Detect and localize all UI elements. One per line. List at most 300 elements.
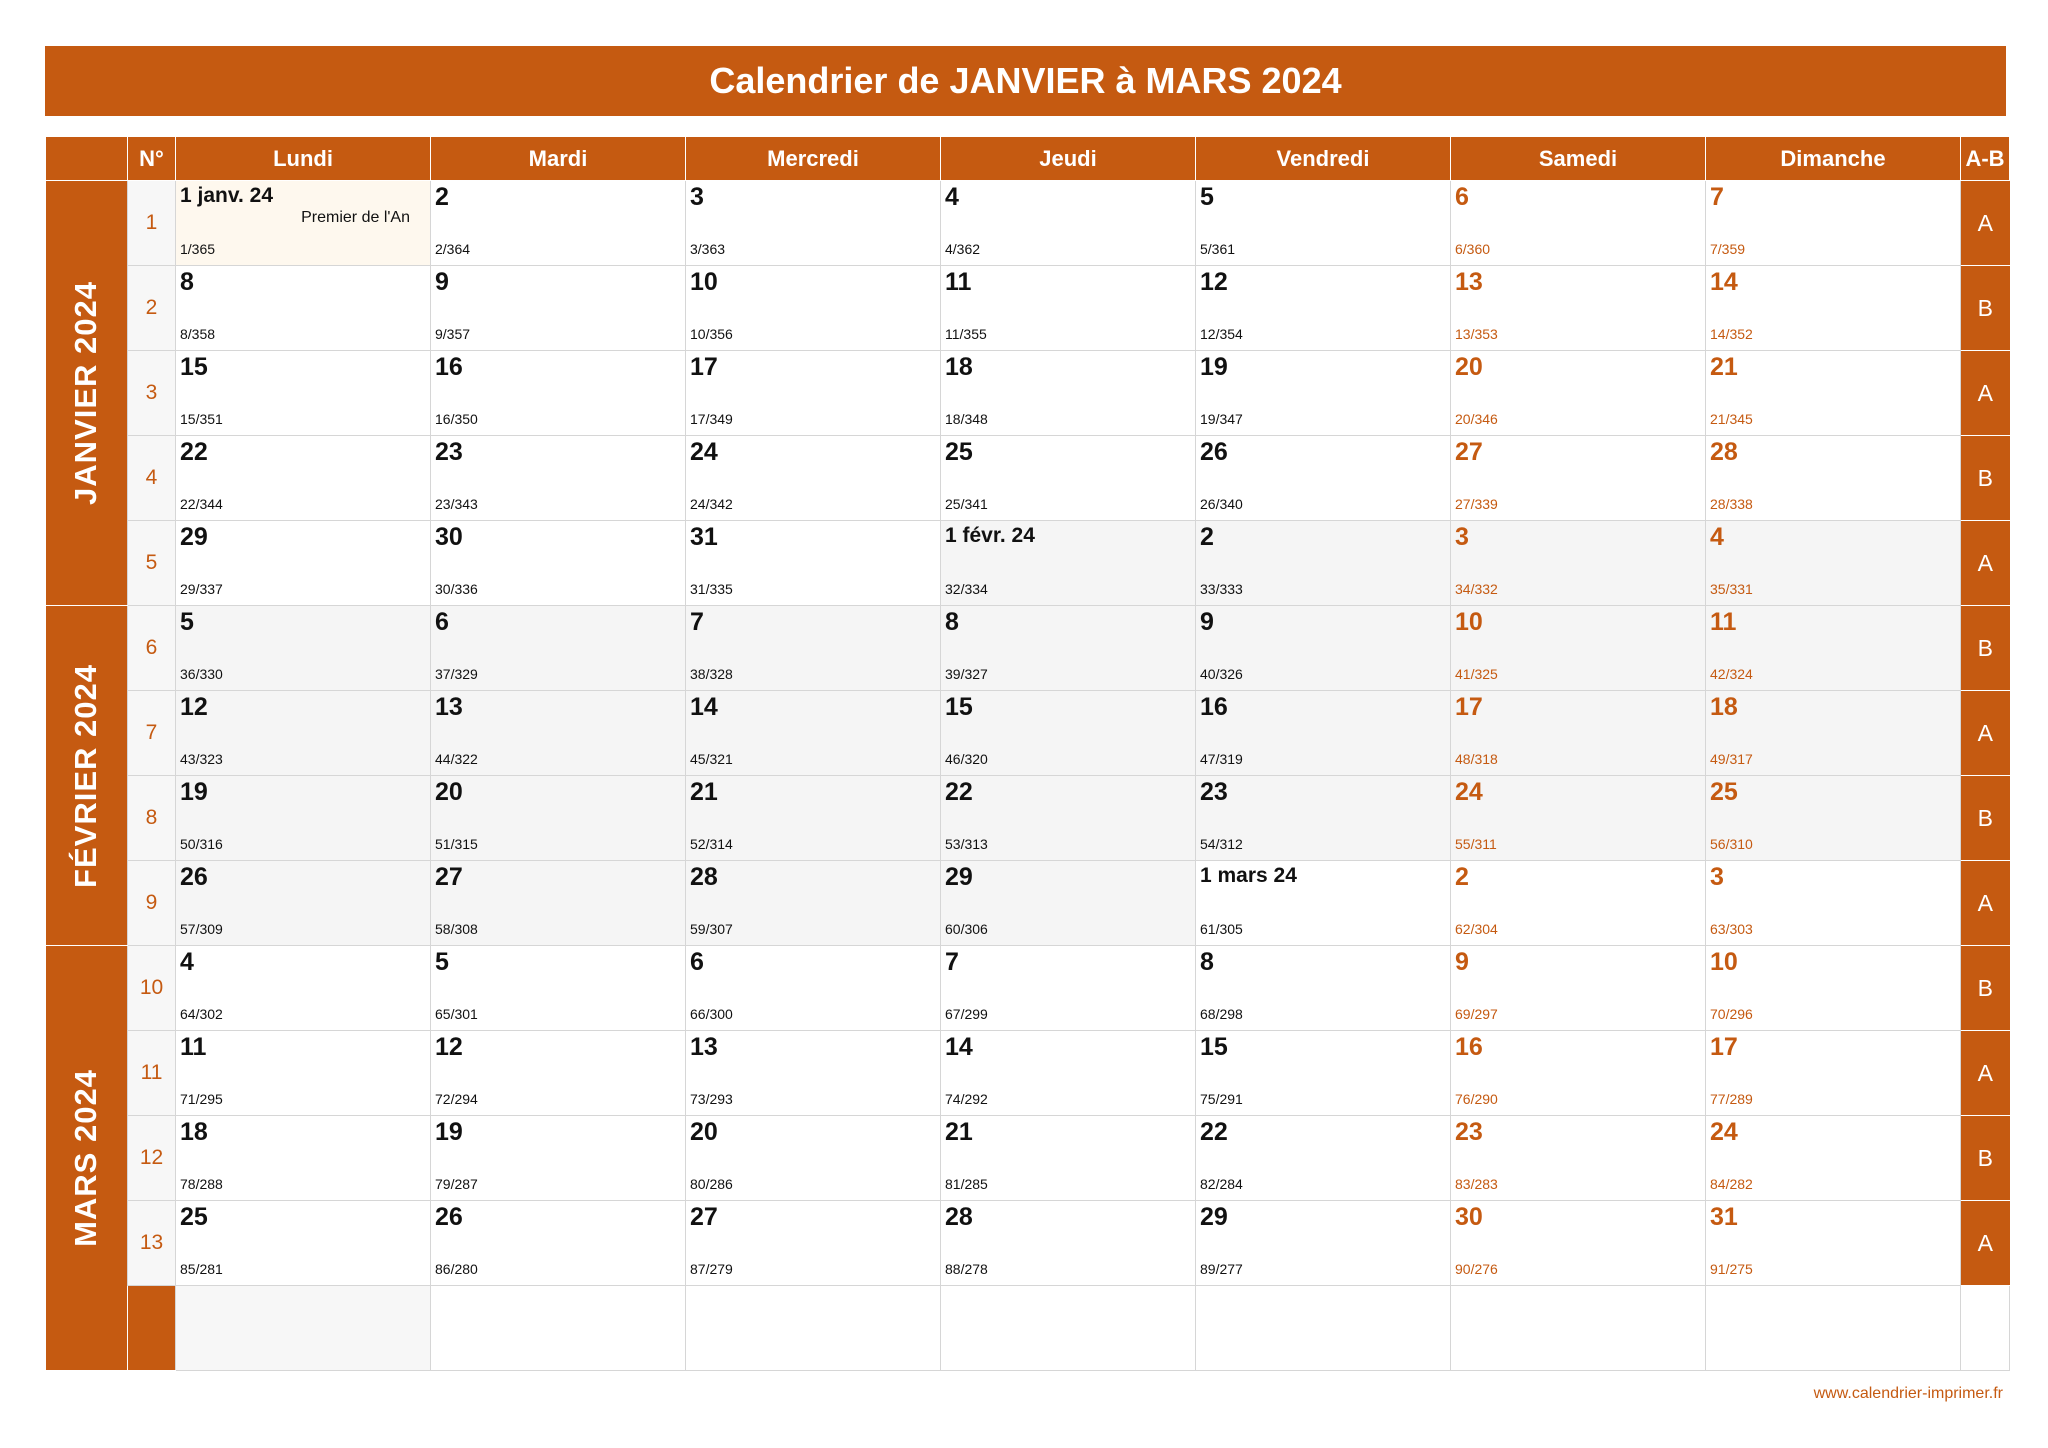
day-number: 31	[1710, 1203, 1738, 1231]
day-number: 9	[435, 268, 449, 296]
week-number: 5	[128, 521, 176, 606]
day-of-year: 30/336	[435, 581, 478, 597]
day-cell-monday	[176, 521, 431, 606]
day-cell-friday	[1196, 521, 1451, 606]
day-of-year: 47/319	[1200, 751, 1243, 767]
week-number: 6	[128, 606, 176, 691]
day-of-year: 68/298	[1200, 1006, 1243, 1022]
day-number: 30	[435, 523, 463, 551]
week-number-empty	[176, 1286, 431, 1371]
ab-cycle-cell: A	[1961, 861, 2010, 946]
day-of-year: 50/316	[180, 836, 223, 852]
day-cell-wednesday	[686, 436, 941, 521]
week-number: 7	[128, 691, 176, 776]
month-label: JANVIER 2024	[68, 281, 104, 505]
day-number: 14	[690, 693, 718, 721]
day-of-year: 86/280	[435, 1261, 478, 1277]
header-day-sunday: Dimanche	[1706, 137, 1961, 181]
day-number: 7	[945, 948, 959, 976]
day-cell-wednesday	[686, 861, 941, 946]
week-number: 4	[128, 436, 176, 521]
day-of-year: 33/333	[1200, 581, 1243, 597]
day-of-year: 36/330	[180, 666, 223, 682]
day-cell-tuesday	[431, 861, 686, 946]
ab-cycle-cell: A	[1961, 521, 2010, 606]
day-of-year: 62/304	[1455, 921, 1498, 937]
day-of-year: 39/327	[945, 666, 988, 682]
day-number: 8	[180, 268, 194, 296]
day-number: 22	[1200, 1118, 1228, 1146]
week-row	[46, 521, 2011, 606]
day-cell-thursday	[941, 1031, 1196, 1116]
day-cell-wednesday	[686, 606, 941, 691]
day-cell-saturday	[1451, 861, 1706, 946]
day-number: 16	[1455, 1033, 1483, 1061]
week-row	[46, 946, 2011, 1031]
day-cell-wednesday	[686, 1116, 941, 1201]
day-cell-thursday	[941, 691, 1196, 776]
empty-day-cell	[431, 1286, 686, 1371]
day-number: 19	[180, 778, 208, 806]
day-number: 5	[435, 948, 449, 976]
day-number: 22	[945, 778, 973, 806]
ab-cycle-cell: B	[1961, 266, 2010, 351]
day-number: 17	[690, 353, 718, 381]
empty-day-cell	[1961, 1286, 2010, 1371]
day-of-year: 61/305	[1200, 921, 1243, 937]
day-of-year: 24/342	[690, 496, 733, 512]
week-row	[46, 776, 2011, 861]
empty-day-cell	[686, 1286, 941, 1371]
month-band	[46, 946, 128, 1371]
day-cell-monday	[176, 1031, 431, 1116]
day-number: 17	[1455, 693, 1483, 721]
day-of-year: 23/343	[435, 496, 478, 512]
day-cell-sunday	[1706, 776, 1961, 861]
day-cell-saturday	[1451, 691, 1706, 776]
week-row	[46, 1201, 2011, 1286]
day-cell-tuesday	[431, 946, 686, 1031]
day-number: 16	[1200, 693, 1228, 721]
day-cell-wednesday	[686, 776, 941, 861]
day-number: 17	[1710, 1033, 1738, 1061]
day-cell-monday	[176, 946, 431, 1031]
week-row	[46, 606, 2011, 691]
day-number: 27	[435, 863, 463, 891]
week-row	[46, 436, 2011, 521]
day-of-year: 29/337	[180, 581, 223, 597]
day-of-year: 9/357	[435, 326, 471, 342]
day-cell-sunday	[1706, 1031, 1961, 1116]
day-of-year: 56/310	[1710, 836, 1753, 852]
day-of-year: 59/307	[690, 921, 733, 937]
header-day-tuesday: Mardi	[431, 137, 686, 181]
ab-cycle-cell: B	[1961, 606, 2010, 691]
day-cell-saturday	[1451, 181, 1706, 266]
day-of-year: 28/338	[1710, 496, 1753, 512]
day-of-year: 85/281	[180, 1261, 223, 1277]
day-number: 21	[690, 778, 718, 806]
day-number: 24	[1455, 778, 1483, 806]
day-cell-thursday	[941, 1201, 1196, 1286]
day-number: 6	[1455, 183, 1469, 211]
day-of-year: 77/289	[1710, 1091, 1753, 1107]
day-cell-monday	[176, 1116, 431, 1201]
day-number: 26	[180, 863, 208, 891]
day-cell-monday	[176, 776, 431, 861]
day-number: 8	[1200, 948, 1214, 976]
header-day-wednesday: Mercredi	[686, 137, 941, 181]
day-cell-monday	[176, 1201, 431, 1286]
day-number: 15	[1200, 1033, 1228, 1061]
day-of-year: 17/349	[690, 411, 733, 427]
day-cell-thursday	[941, 351, 1196, 436]
day-number: 3	[1710, 863, 1724, 891]
day-of-year: 82/284	[1200, 1176, 1243, 1192]
day-cell-tuesday	[431, 1201, 686, 1286]
day-of-year: 7/359	[1710, 241, 1746, 257]
day-of-year: 63/303	[1710, 921, 1753, 937]
day-number: 10	[690, 268, 718, 296]
day-of-year: 70/296	[1710, 1006, 1753, 1022]
day-cell-tuesday	[431, 606, 686, 691]
day-of-year: 74/292	[945, 1091, 988, 1107]
day-cell-sunday	[1706, 606, 1961, 691]
day-of-year: 34/332	[1455, 581, 1498, 597]
day-number: 12	[180, 693, 208, 721]
day-of-year: 46/320	[945, 751, 988, 767]
day-of-year: 6/360	[1455, 241, 1491, 257]
day-number: 6	[435, 608, 449, 636]
header-week-number: N°	[128, 137, 176, 181]
ab-cycle-cell: B	[1961, 946, 2010, 1031]
day-of-year: 5/361	[1200, 241, 1236, 257]
month-band	[46, 606, 128, 946]
day-of-year: 45/321	[690, 751, 733, 767]
day-of-year: 67/299	[945, 1006, 988, 1022]
day-number: 12	[1200, 268, 1228, 296]
day-number: 9	[1455, 948, 1469, 976]
day-of-year: 37/329	[435, 666, 478, 682]
day-cell-tuesday	[431, 776, 686, 861]
day-number: 4	[945, 183, 959, 211]
day-cell-sunday	[1706, 946, 1961, 1031]
day-cell-tuesday	[431, 266, 686, 351]
week-row	[46, 351, 2011, 436]
day-number: 11	[180, 1033, 207, 1061]
day-cell-tuesday	[431, 181, 686, 266]
day-cell-saturday	[1451, 266, 1706, 351]
ab-cycle-cell: A	[1961, 1201, 2010, 1286]
day-cell-thursday	[941, 861, 1196, 946]
day-cell-monday	[176, 606, 431, 691]
day-number: 9	[1200, 608, 1214, 636]
day-cell-saturday	[1451, 1116, 1706, 1201]
day-of-year: 90/276	[1455, 1261, 1498, 1277]
day-number: 8	[945, 608, 959, 636]
day-of-year: 60/306	[945, 921, 988, 937]
month-label: MARS 2024	[68, 1069, 104, 1247]
day-number: 26	[1200, 438, 1228, 466]
day-number: 15	[945, 693, 973, 721]
month-label: FÉVRIER 2024	[68, 663, 104, 888]
day-of-year: 12/354	[1200, 326, 1243, 342]
empty-day-cell	[1706, 1286, 1961, 1371]
day-cell-tuesday	[431, 1031, 686, 1116]
day-number: 27	[1455, 438, 1483, 466]
day-number: 31	[690, 523, 718, 551]
day-of-year: 11/355	[945, 326, 987, 342]
day-number: 13	[435, 693, 463, 721]
day-cell-monday	[176, 266, 431, 351]
day-of-year: 44/322	[435, 751, 478, 767]
day-of-year: 18/348	[945, 411, 988, 427]
day-of-year: 25/341	[945, 496, 988, 512]
week-number: 1	[128, 181, 176, 266]
day-number: 24	[1710, 1118, 1738, 1146]
day-number: 26	[435, 1203, 463, 1231]
day-cell-tuesday	[431, 436, 686, 521]
day-of-year: 22/344	[180, 496, 223, 512]
day-number: 7	[690, 608, 704, 636]
day-of-year: 16/350	[435, 411, 478, 427]
ab-cycle-cell: B	[1961, 1116, 2010, 1201]
ab-cycle-cell: A	[1961, 181, 2010, 266]
day-of-year: 8/358	[180, 326, 216, 342]
ab-cycle-cell: B	[1961, 436, 2010, 521]
day-of-year: 91/275	[1710, 1261, 1753, 1277]
day-number: 29	[180, 523, 208, 551]
day-of-year: 42/324	[1710, 666, 1753, 682]
header-corner	[46, 137, 128, 181]
day-of-year: 20/346	[1455, 411, 1498, 427]
day-of-year: 32/334	[945, 581, 988, 597]
day-number: 4	[180, 948, 194, 976]
week-row	[46, 1116, 2011, 1201]
day-cell-friday	[1196, 776, 1451, 861]
day-of-year: 71/295	[180, 1091, 223, 1107]
day-of-year: 26/340	[1200, 496, 1243, 512]
day-cell-friday	[1196, 436, 1451, 521]
day-number: 25	[945, 438, 973, 466]
day-of-year: 51/315	[435, 836, 478, 852]
day-cell-friday	[1196, 691, 1451, 776]
day-cell-thursday	[941, 436, 1196, 521]
day-of-year: 83/283	[1455, 1176, 1498, 1192]
day-cell-wednesday	[686, 1201, 941, 1286]
day-cell-friday	[1196, 861, 1451, 946]
day-cell-thursday	[941, 266, 1196, 351]
day-cell-wednesday	[686, 181, 941, 266]
week-number: 8	[128, 776, 176, 861]
day-cell-sunday	[1706, 436, 1961, 521]
day-of-year: 40/326	[1200, 666, 1243, 682]
day-cell-sunday	[1706, 351, 1961, 436]
header-day-monday: Lundi	[176, 137, 431, 181]
day-number: 20	[435, 778, 463, 806]
ab-cycle-empty	[2010, 1286, 2011, 1371]
day-number: 16	[435, 353, 463, 381]
day-of-year: 57/309	[180, 921, 223, 937]
day-of-year: 80/286	[690, 1176, 733, 1192]
day-number: 25	[1710, 778, 1738, 806]
day-cell-saturday	[1451, 946, 1706, 1031]
day-number: 10	[1455, 608, 1483, 636]
day-of-year: 89/277	[1200, 1261, 1243, 1277]
day-of-year: 21/345	[1710, 411, 1753, 427]
empty-day-cell	[1451, 1286, 1706, 1371]
day-cell-saturday	[1451, 521, 1706, 606]
day-number: 14	[945, 1033, 973, 1061]
day-cell-thursday	[941, 1116, 1196, 1201]
day-number: 13	[1455, 268, 1483, 296]
week-number: 12	[128, 1116, 176, 1201]
day-cell-tuesday	[431, 691, 686, 776]
day-number: 29	[945, 863, 973, 891]
day-number: 14	[1710, 268, 1738, 296]
day-of-year: 3/363	[690, 241, 726, 257]
day-number: 5	[180, 608, 194, 636]
day-number: 1 févr. 24	[945, 524, 1035, 547]
day-cell-sunday	[1706, 1201, 1961, 1286]
month-band	[46, 181, 128, 606]
calendar-title: Calendrier de JANVIER à MARS 2024	[45, 46, 2006, 116]
day-cell-sunday	[1706, 861, 1961, 946]
week-row	[46, 181, 2011, 266]
day-number: 10	[1710, 948, 1738, 976]
day-cell-friday	[1196, 1116, 1451, 1201]
day-cell-friday	[1196, 946, 1451, 1031]
day-number: 24	[690, 438, 718, 466]
day-cell-monday	[176, 436, 431, 521]
day-cell-monday	[176, 861, 431, 946]
day-of-year: 10/356	[690, 326, 733, 342]
day-cell-friday	[1196, 181, 1451, 266]
day-of-year: 55/311	[1455, 836, 1497, 852]
calendar-grid	[45, 136, 2010, 1371]
day-number: 20	[1455, 353, 1483, 381]
day-number: 13	[690, 1033, 718, 1061]
day-of-year: 15/351	[180, 411, 223, 427]
day-of-year: 75/291	[1200, 1091, 1243, 1107]
day-number: 1 janv. 24	[180, 184, 274, 207]
day-cell-thursday	[941, 946, 1196, 1031]
day-cell-thursday	[941, 606, 1196, 691]
day-number: 4	[1710, 523, 1724, 551]
day-number: 6	[690, 948, 704, 976]
day-of-year: 4/362	[945, 241, 981, 257]
ab-cycle-cell: A	[1961, 351, 2010, 436]
day-of-year: 13/353	[1455, 326, 1498, 342]
week-number: 9	[128, 861, 176, 946]
day-cell-sunday	[1706, 1116, 1961, 1201]
day-of-year: 73/293	[690, 1091, 733, 1107]
day-number: 15	[180, 353, 208, 381]
week-row	[46, 1031, 2011, 1116]
week-number: 13	[128, 1201, 176, 1286]
day-of-year: 53/313	[945, 836, 988, 852]
day-of-year: 49/317	[1710, 751, 1753, 767]
day-of-year: 58/308	[435, 921, 478, 937]
day-cell-friday	[1196, 606, 1451, 691]
day-cell-wednesday	[686, 351, 941, 436]
day-of-year: 69/297	[1455, 1006, 1498, 1022]
day-cell-saturday	[1451, 1201, 1706, 1286]
day-cell-thursday	[941, 181, 1196, 266]
day-cell-wednesday	[686, 266, 941, 351]
week-number: 10	[128, 946, 176, 1031]
day-cell-monday	[176, 691, 431, 776]
day-number: 28	[945, 1203, 973, 1231]
day-cell-tuesday	[431, 1116, 686, 1201]
day-number: 23	[1455, 1118, 1483, 1146]
day-number: 11	[1710, 608, 1737, 636]
day-number: 12	[435, 1033, 463, 1061]
day-number: 25	[180, 1203, 208, 1231]
day-of-year: 52/314	[690, 836, 733, 852]
day-of-year: 79/287	[435, 1176, 478, 1192]
day-number: 18	[945, 353, 973, 381]
header-day-thursday: Jeudi	[941, 137, 1196, 181]
day-number: 22	[180, 438, 208, 466]
day-of-year: 54/312	[1200, 836, 1243, 852]
day-of-year: 31/335	[690, 581, 733, 597]
day-of-year: 66/300	[690, 1006, 733, 1022]
day-number: 11	[945, 268, 972, 296]
day-of-year: 78/288	[180, 1176, 223, 1192]
day-cell-friday	[1196, 266, 1451, 351]
holiday-label: Premier de l'An	[301, 209, 410, 226]
day-cell-monday	[176, 181, 431, 266]
day-number: 19	[1200, 353, 1228, 381]
day-of-year: 27/339	[1455, 496, 1498, 512]
empty-day-cell	[941, 1286, 1196, 1371]
header-ab-cycle: A-B	[1961, 137, 2010, 181]
day-of-year: 35/331	[1710, 581, 1753, 597]
header-row	[46, 137, 2011, 181]
day-number: 28	[690, 863, 718, 891]
day-number: 20	[690, 1118, 718, 1146]
day-cell-tuesday	[431, 351, 686, 436]
day-cell-wednesday	[686, 521, 941, 606]
week-row	[46, 691, 2011, 776]
day-number: 2	[1200, 523, 1214, 551]
day-number: 23	[1200, 778, 1228, 806]
day-cell-tuesday	[431, 521, 686, 606]
day-of-year: 1/365	[180, 241, 216, 257]
day-cell-monday	[176, 351, 431, 436]
day-number: 1 mars 24	[1200, 864, 1297, 887]
week-row	[46, 266, 2011, 351]
day-cell-saturday	[1451, 436, 1706, 521]
day-of-year: 65/301	[435, 1006, 478, 1022]
week-number: 3	[128, 351, 176, 436]
day-of-year: 64/302	[180, 1006, 223, 1022]
header-day-friday: Vendredi	[1196, 137, 1451, 181]
day-cell-saturday	[1451, 1031, 1706, 1116]
day-cell-friday	[1196, 1031, 1451, 1116]
week-row	[46, 861, 2011, 946]
day-cell-friday	[1196, 351, 1451, 436]
day-number: 19	[435, 1118, 463, 1146]
day-number: 21	[945, 1118, 973, 1146]
day-cell-saturday	[1451, 351, 1706, 436]
day-cell-saturday	[1451, 776, 1706, 861]
day-of-year: 38/328	[690, 666, 733, 682]
day-of-year: 48/318	[1455, 751, 1498, 767]
day-number: 5	[1200, 183, 1214, 211]
day-number: 3	[690, 183, 704, 211]
